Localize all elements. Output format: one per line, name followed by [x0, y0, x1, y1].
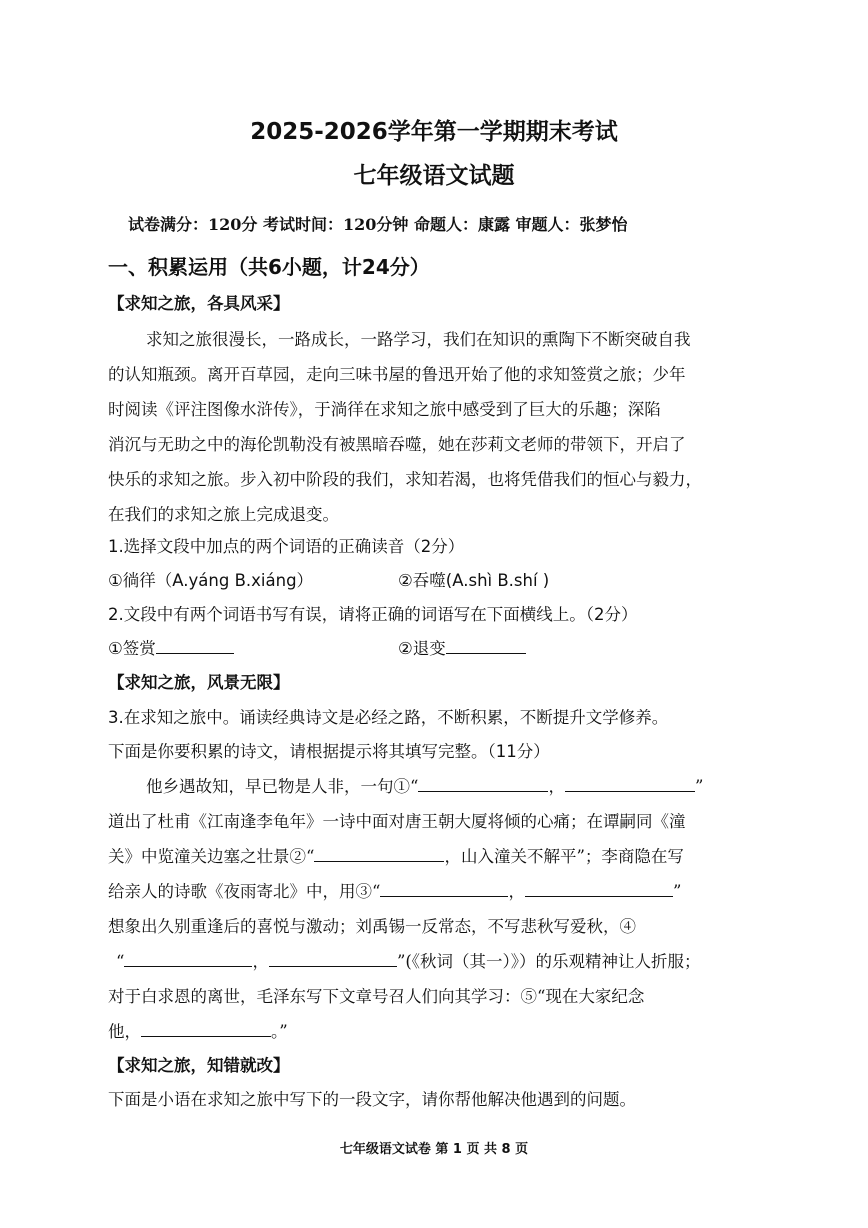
- poem-text: ，: [548, 777, 565, 796]
- poem-text: ”: [694, 777, 704, 796]
- poem-text: 。”: [271, 1022, 288, 1041]
- poem-line-1: [146, 773, 703, 797]
- poem-text: 关》中览潼关边塞之壮景②“: [108, 847, 315, 866]
- poem-text: ，: [508, 882, 525, 901]
- question-2-item-1: [108, 635, 234, 659]
- answer-blank-5[interactable]: [141, 1020, 271, 1038]
- part1-title: 【求知之旅，各具风采】: [108, 294, 290, 313]
- question-1-option-2: ②吞噬(A.shì B.shí ): [398, 571, 550, 590]
- poem-text: ，: [252, 952, 269, 971]
- section-heading: 一、积累运用（共6小题，计24分）: [108, 255, 430, 279]
- passage-line: 求知之旅很漫长，一路成长，一路学习，我们在知识的熏陶下不断突破自我: [146, 330, 691, 349]
- question-3-stem-2: 下面是你要积累的诗文，请根据提示将其填写完整。（11分）: [108, 742, 550, 761]
- poem-line-4: [108, 878, 681, 902]
- answer-blank-4b[interactable]: [269, 950, 397, 968]
- answer-blank-1a[interactable]: [418, 775, 548, 793]
- question-1-option-1: ①徜徉（A.yáng B.xiáng）: [108, 571, 314, 590]
- answer-blank-4a[interactable]: [124, 950, 252, 968]
- poem-line-6: [116, 948, 701, 972]
- answer-blank[interactable]: [446, 637, 526, 655]
- question-2-item-2-label: ②退变: [398, 639, 446, 658]
- answer-blank-1b[interactable]: [565, 775, 695, 793]
- question-2-stem: 2.文段中有两个词语书写有误，请将正确的词语写在下面横线上。（2分）: [108, 605, 638, 624]
- exam-subtitle: 七年级语文试题: [353, 163, 515, 189]
- part3-title: 【求知之旅，知错就改】: [108, 1056, 290, 1075]
- poem-line-5: 想象出久别重逢后的喜悦与激动；刘禹锡一反常态，不写悲秋写爱秋，④: [108, 917, 636, 936]
- poem-text: 他乡遇故知，早已物是人非，一句①“: [146, 777, 419, 796]
- part2-title: 【求知之旅，风景无限】: [108, 673, 290, 692]
- poem-line-8: [108, 1018, 288, 1042]
- poem-line-2: 道出了杜甫《江南逢李龟年》一诗中面对唐王朝大厦将倾的心痛；在谭嗣同《潼: [108, 812, 686, 831]
- exam-meta: 试卷满分：120分 考试时间：120分钟 命题人：康露 审题人：张梦怡: [128, 215, 628, 234]
- answer-blank[interactable]: [156, 637, 234, 655]
- passage-line: 消沉与无助之中的海伦凯勒没有被黑暗吞噬，她在莎莉文老师的带领下，开启了: [108, 435, 686, 454]
- answer-blank-2[interactable]: [314, 845, 444, 863]
- page-footer: 七年级语文试卷 第 1 页 共 8 页: [339, 1142, 529, 1157]
- poem-text: “: [116, 952, 125, 971]
- passage-line: 快乐的求知之旅。步入初中阶段的我们，求知若渴，也将凭借我们的恒心与毅力，: [108, 470, 702, 489]
- passage-line: 的认知瓶颈。离开百草园，走向三味书屋的鲁迅开始了他的求知签赏之旅；少年: [108, 365, 686, 384]
- answer-blank-3a[interactable]: [380, 880, 508, 898]
- part3-intro: 下面是小语在求知之旅中写下的一段文字，请你帮他解决他遇到的问题。: [108, 1090, 636, 1109]
- poem-line-7: 对于白求恩的离世，毛泽东写下文章号召人们向其学习：⑤“现在大家纪念: [108, 987, 645, 1006]
- poem-text: 给亲人的诗歌《夜雨寄北》中，用③“: [108, 882, 381, 901]
- question-1-stem: 1.选择文段中加点的两个词语的正确读音（2分）: [108, 537, 465, 556]
- passage-line: 时阅读《评注图像水浒传》，于淌徉在求知之旅中感受到了巨大的乐趣；深陷: [108, 400, 661, 419]
- poem-text: 他，: [108, 1022, 141, 1041]
- answer-blank-3b[interactable]: [525, 880, 673, 898]
- question-3-stem-1: 3.在求知之旅中。诵读经典诗文是必经之路，不断积累，不断提升文学修养。: [108, 708, 669, 727]
- poem-text: ，山入潼关不解平”；李商隐在写: [444, 847, 684, 866]
- exam-title: 2025-2026学年第一学期期末考试: [250, 119, 618, 145]
- passage-line: 在我们的求知之旅上完成退变。: [108, 505, 339, 524]
- question-2-item-2: [398, 635, 526, 659]
- poem-line-3: [108, 843, 684, 867]
- poem-text: ”: [672, 882, 682, 901]
- poem-text: ”(《秋词（其一）》）的乐观精神让人折服；: [396, 952, 701, 971]
- question-2-item-1-label: ①签赏: [108, 639, 156, 658]
